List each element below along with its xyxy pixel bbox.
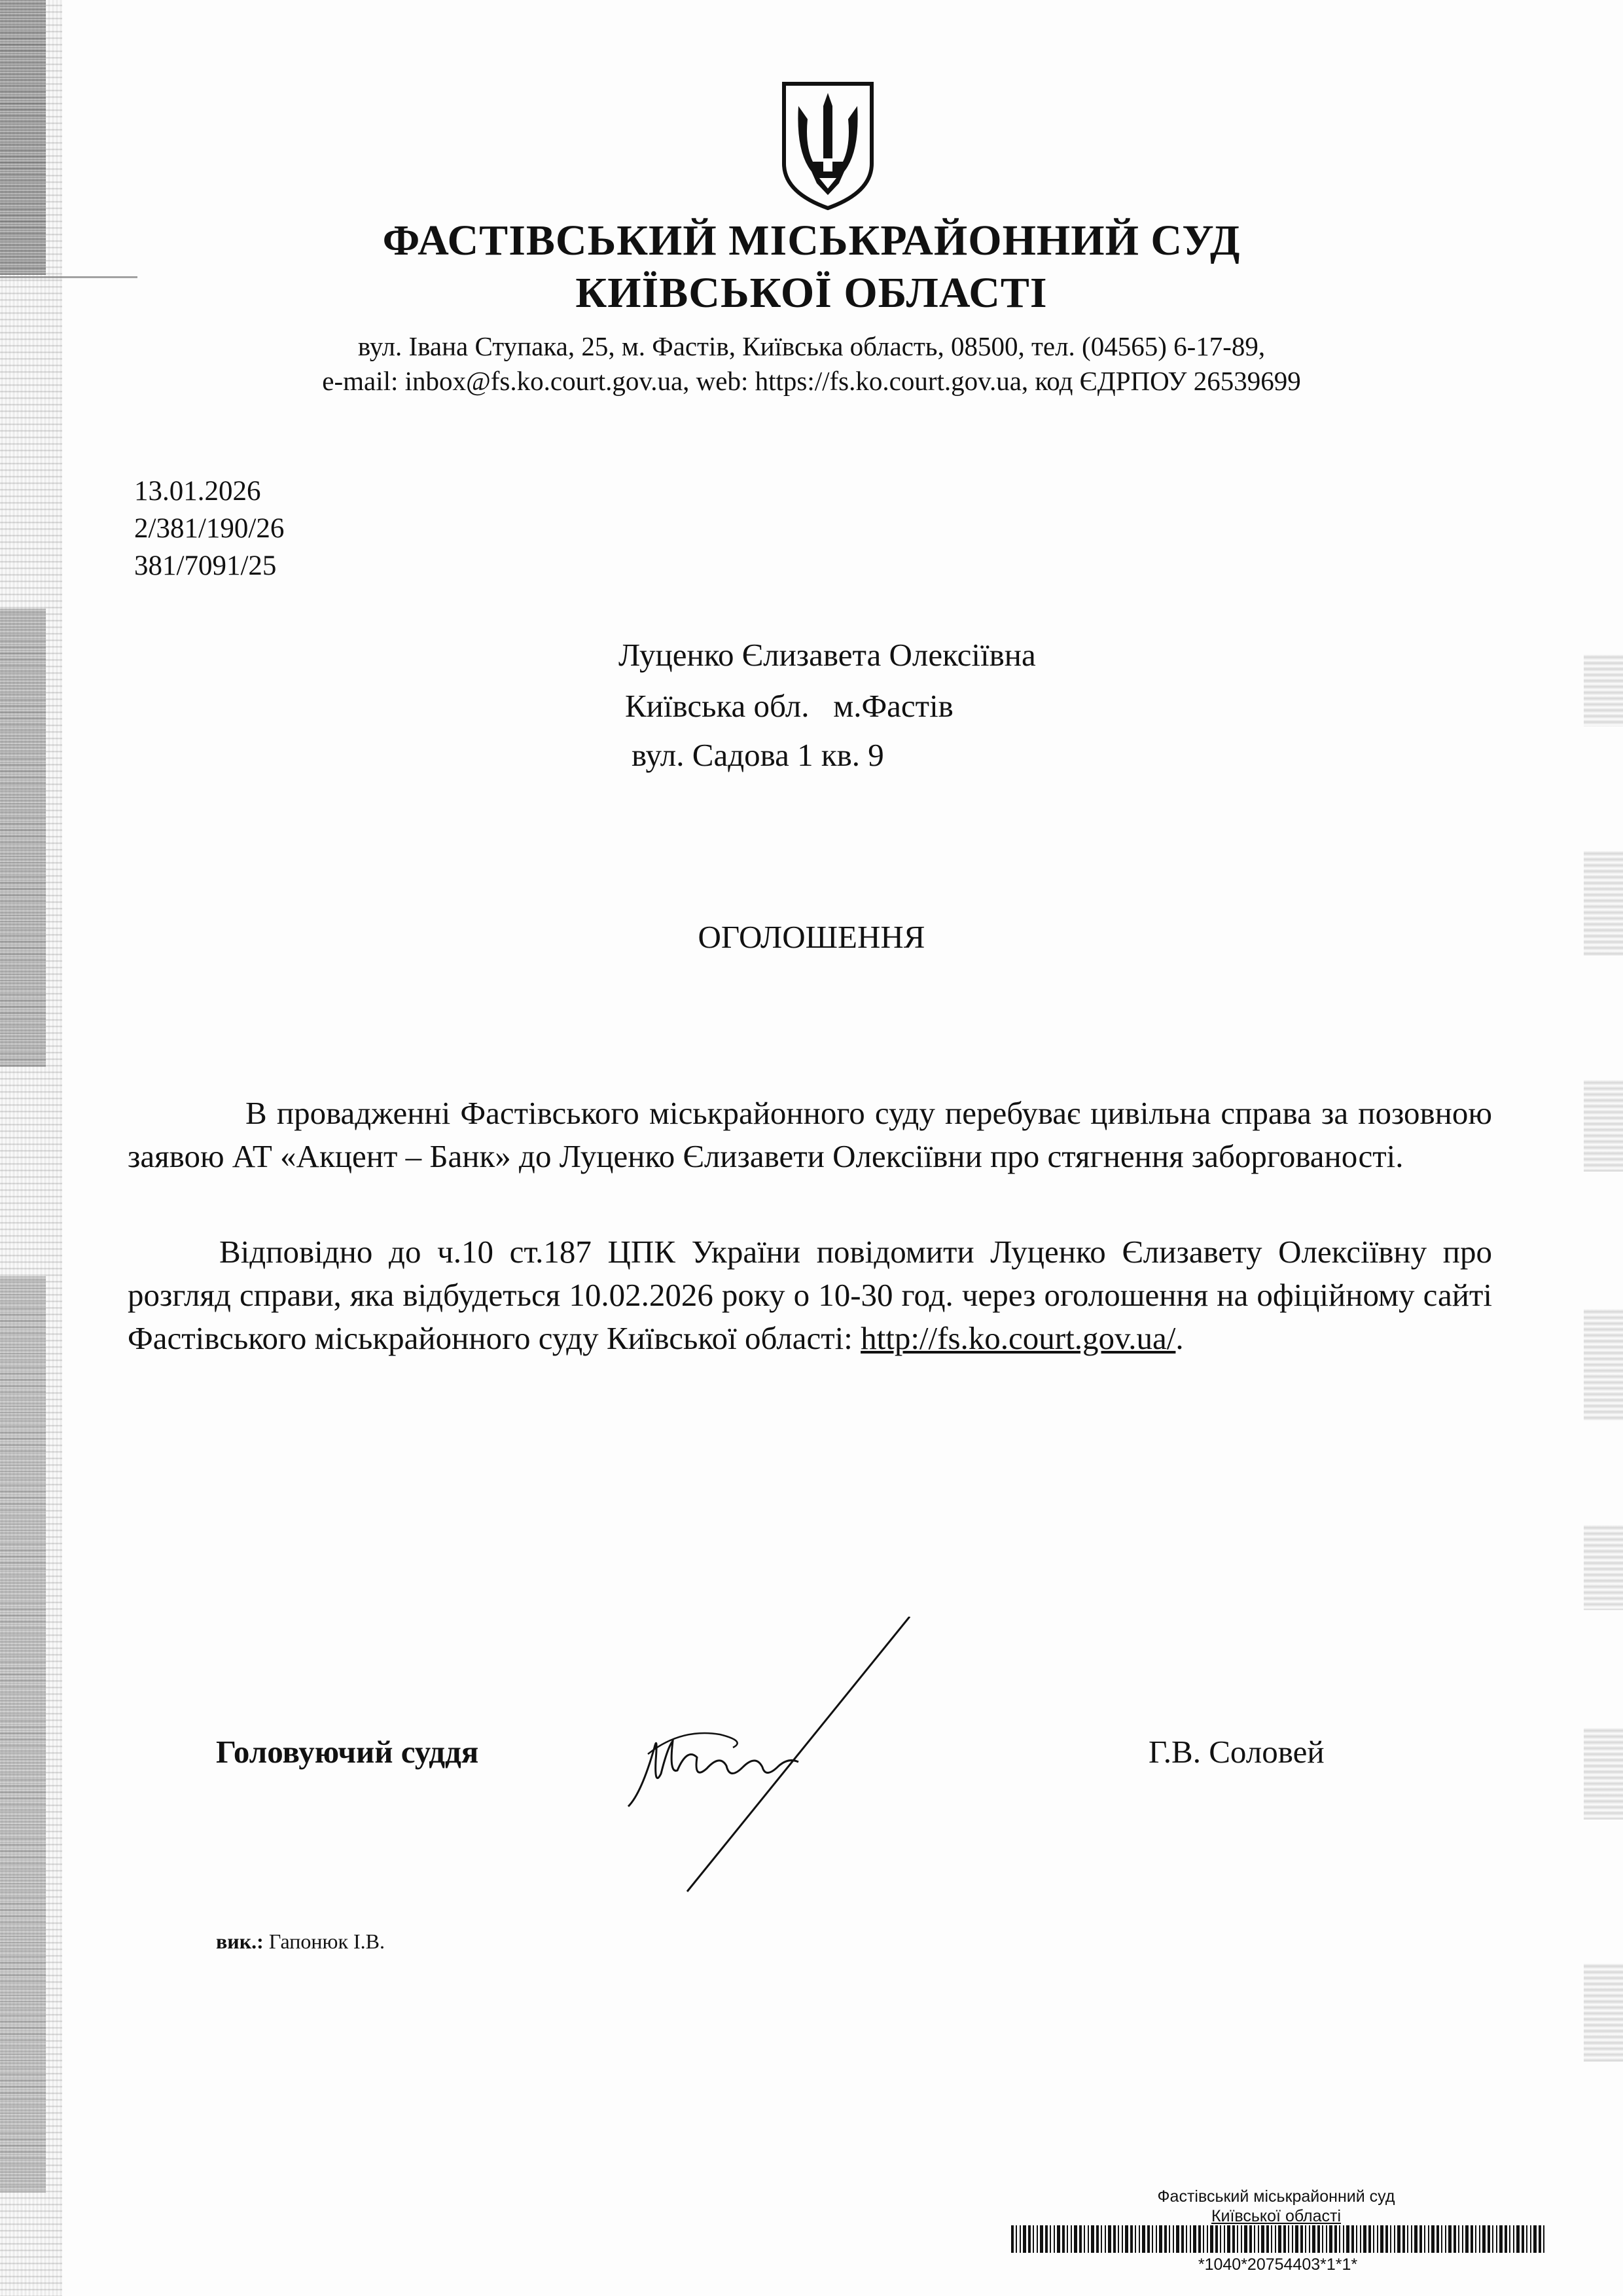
signature-position: Головуючий суддя bbox=[216, 1734, 479, 1770]
body-paragraph-2-end: . bbox=[1175, 1320, 1184, 1356]
judge-name: Г.В. Соловей bbox=[1149, 1734, 1325, 1770]
recipient-region-city: Київська обл. м.Фастів bbox=[625, 688, 954, 724]
stamp-court-region-text: Київської області bbox=[1211, 2207, 1342, 2225]
body-paragraph-1-block bbox=[128, 1092, 1492, 1178]
document-date: 13.01.2026 bbox=[134, 476, 261, 507]
barcode-number: *1040*20754403*1*1* bbox=[1198, 2255, 1358, 2274]
executor-name: Гапонюк І.В. bbox=[268, 1929, 385, 1953]
court-name-line2: КИЇВСЬКОЇ ОБЛАСТІ bbox=[575, 269, 1048, 317]
outgoing-number: 2/381/190/26 bbox=[134, 513, 285, 544]
court-website-link[interactable]: http://fs.ko.court.gov.ua/ bbox=[861, 1320, 1176, 1356]
scan-edge-left-dark-mid bbox=[0, 609, 46, 1067]
scan-edge-right-1 bbox=[1584, 655, 1623, 726]
case-number: 381/7091/25 bbox=[134, 550, 277, 581]
recipient-street: вул. Садова 1 кв. 9 bbox=[632, 737, 884, 773]
document-heading: ОГОЛОШЕННЯ bbox=[698, 919, 925, 955]
handwritten-signature bbox=[622, 1617, 942, 1905]
stamp-court-region bbox=[1008, 2207, 1544, 2226]
body-paragraph-2 bbox=[128, 1230, 1492, 1360]
scan-edge-right-5 bbox=[1584, 1525, 1623, 1610]
court-name-line1: ФАСТІВСЬКИЙ МІСЬКРАЙОННИЙ СУД bbox=[382, 217, 1241, 264]
body-paragraph-2-block bbox=[128, 1230, 1492, 1360]
scan-edge-right-4 bbox=[1584, 1309, 1623, 1420]
recipient-name: Луценко Єлизавета Олексіївна bbox=[618, 637, 1036, 673]
court-address-line1: вул. Івана Ступака, 25, м. Фастів, Київська область, 08500, тел. (04565) 6-17-89, bbox=[357, 331, 1266, 361]
scan-edge-right-7 bbox=[1584, 1964, 1623, 2062]
trident-coat-of-arms-icon bbox=[779, 80, 877, 211]
body-paragraph-2-text: Відповідно до ч.10 ст.187 ЦПК України повідомити Луценко Єлизавету Олексіївну про розгляд справи, яка відбудеться 10.02.2026 року о 10-30 год. через оголошення на офіційному сайті Фастівського міськрайонного суду Київської області: bbox=[128, 1234, 1492, 1356]
executor-label: вик.: bbox=[216, 1929, 264, 1953]
scan-edge-right-6 bbox=[1584, 1728, 1623, 1820]
document-meta bbox=[134, 473, 284, 584]
court-address-line2: e-mail: inbox@fs.ko.court.gov.ua, web: https://fs.ko.court.gov.ua, код ЄДРПОУ 26539699 bbox=[322, 366, 1301, 396]
body-paragraph-1: В провадженні Фастівського міськрайонного суду перебуває цивільна справа за позовною заявою АТ «Акцент – Банк» до Луценко Єлизавети Олексіївни про стягнення заборгованості. bbox=[128, 1095, 1492, 1174]
executor-line bbox=[216, 1929, 385, 1954]
scan-edge-left-dark-bottom bbox=[0, 1276, 46, 2193]
barcode bbox=[1011, 2225, 1544, 2253]
scan-edge-right-3 bbox=[1584, 1080, 1623, 1172]
stamp-court-name: Фастівський міськрайонний суд bbox=[1157, 2187, 1395, 2206]
